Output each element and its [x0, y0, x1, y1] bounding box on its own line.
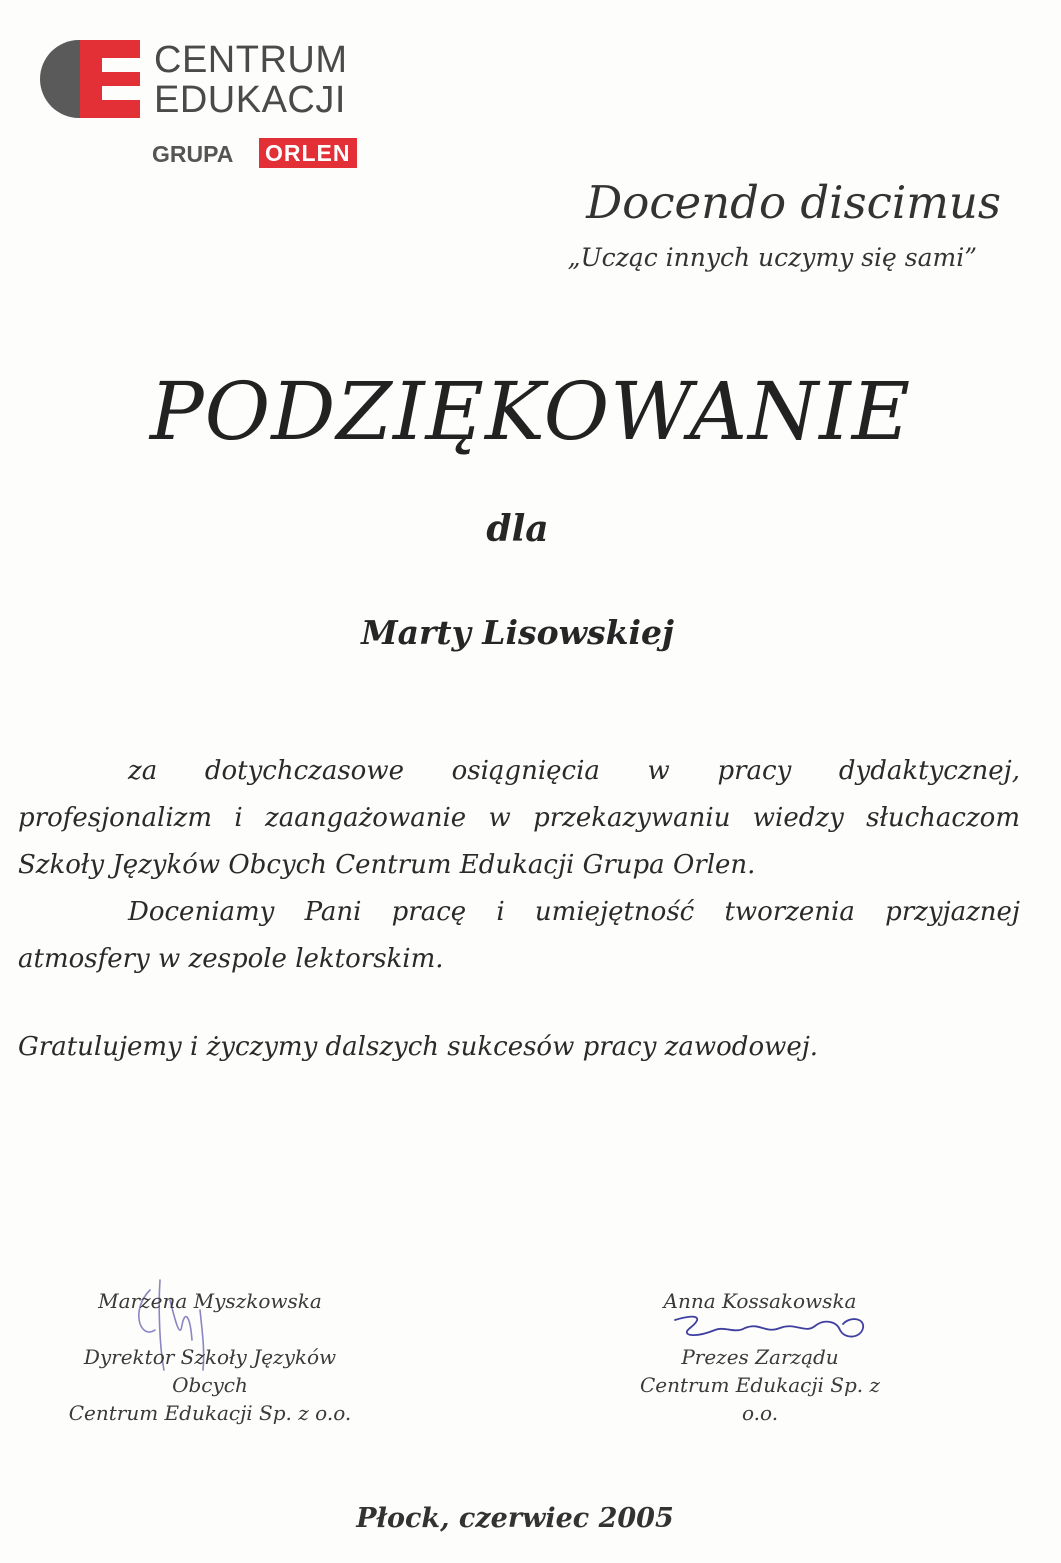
signatory-left-org: Centrum Edukacji Sp. z o.o. [68, 1401, 352, 1425]
motto-translation: „Ucząc innych uczymy się sami” [567, 243, 977, 272]
logo-text-edukacji: EDUKACJI [154, 79, 346, 121]
signatory-right-role: Prezes Zarządu [681, 1345, 839, 1369]
signatory-left-name: Marzena Myszkowska [98, 1289, 322, 1313]
logo-text-grupa: GRUPA [152, 141, 234, 167]
signatory-right-org: Centrum Edukacji Sp. z o.o. [639, 1373, 881, 1425]
certificate-title: PODZIĘKOWANIE [149, 365, 912, 458]
closing-line: Gratulujemy i życzymy dalszych sukcesów pracy zawodowej. [18, 1032, 819, 1062]
body-paragraph-2: Doceniamy Pani pracę i umiejętność tworzenia przyjaznej atmosfery w zespole lektorskim. [18, 897, 1020, 974]
logo-text-centrum: CENTRUM [154, 39, 348, 81]
dla-label: dla [486, 508, 549, 550]
signatory-left [55, 1287, 365, 1427]
signatory-left-role: Dyrektor Szkoły Języków Obcych [83, 1345, 337, 1397]
centrum-edukacji-logo [40, 40, 380, 180]
recipient-name: Marty Lisowskiej [361, 613, 674, 652]
body-paragraph-1: za dotychczasowe osiągnięcia w pracy dydaktycznej, profesjonalizm i zaangażowanie w przekazywaniu wiedzy słuchaczom Szkoły Języków Obcych Centrum Edukacji Grupa Orlen. [18, 756, 1020, 880]
certificate-body [18, 748, 1020, 983]
place-and-date: Płock, czerwiec 2005 [356, 1503, 674, 1534]
signatory-right-name: Anna Kossakowska [663, 1289, 857, 1313]
logo-e-mark-icon [40, 40, 140, 118]
signatory-right [620, 1287, 900, 1427]
logo-text-orlen: ORLEN [259, 138, 357, 168]
motto-latin: Docendo discimus [586, 176, 1001, 229]
